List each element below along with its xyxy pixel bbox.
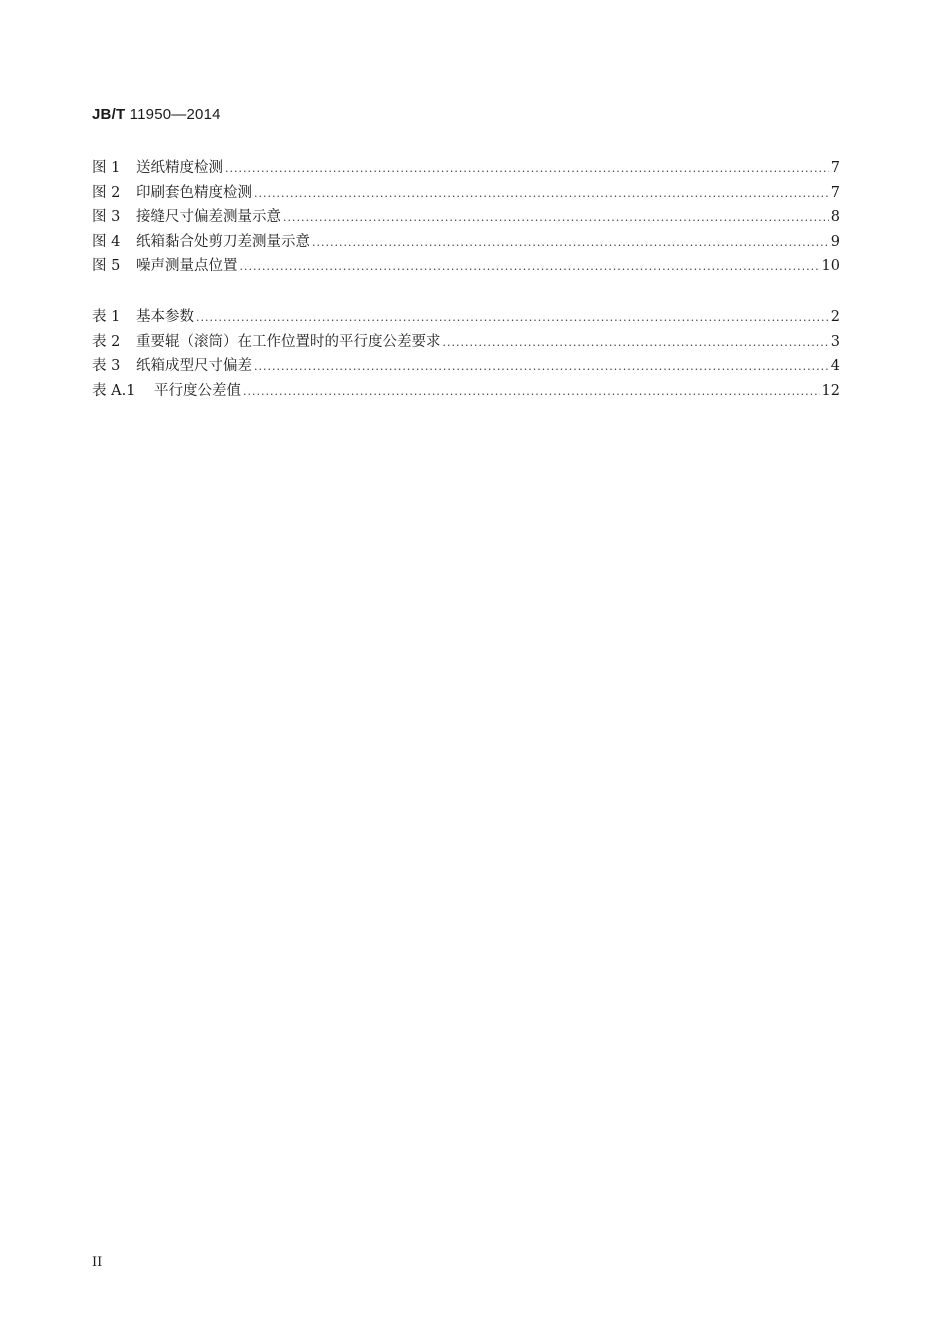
table-list <box>92 305 840 403</box>
toc-entry-page: 2 <box>830 309 840 325</box>
toc-entry-title: 基本参数 <box>136 309 194 325</box>
toc-entry-page: 10 <box>821 258 840 275</box>
toc-dot-leader <box>254 182 829 207</box>
toc-dot-leader <box>196 306 829 331</box>
toc-entry-figure-3[interactable] <box>92 205 840 230</box>
toc-entry-title: 纸箱黏合处剪刀差测量示意 <box>136 233 310 250</box>
toc-entry-table-a1[interactable] <box>92 379 840 404</box>
toc-entry-label: 图 2 <box>92 184 121 201</box>
toc-entry-label: 图 3 <box>92 209 121 226</box>
toc-entry-table-1[interactable] <box>92 305 840 330</box>
toc-dot-leader <box>243 380 820 405</box>
toc-entry-figure-1[interactable] <box>92 156 840 181</box>
toc-entry-page: 9 <box>830 233 840 250</box>
figure-list <box>92 156 840 279</box>
document-code-prefix: JB/T <box>92 106 126 123</box>
toc-entry-title: 接缝尺寸偏差测量示意 <box>136 209 281 226</box>
toc-dot-leader <box>312 231 829 256</box>
page-number: II <box>92 1255 103 1270</box>
toc-dot-leader <box>225 157 829 182</box>
toc-entry-figure-5[interactable] <box>92 254 840 279</box>
toc-entry-table-2[interactable] <box>92 330 840 355</box>
toc-entry-figure-4[interactable] <box>92 230 840 255</box>
toc-entry-label: 表 A.1 <box>92 382 136 399</box>
toc-dot-leader <box>240 255 820 280</box>
toc-entry-label: 图 5 <box>92 258 121 275</box>
toc-entry-page: 3 <box>830 333 840 350</box>
toc-entry-title: 平行度公差值 <box>154 382 241 399</box>
toc-entry-page: 8 <box>830 209 840 226</box>
toc-entry-figure-2[interactable] <box>92 181 840 206</box>
toc-entry-page: 7 <box>830 184 840 201</box>
toc-entry-title: 印刷套色精度检测 <box>136 184 252 201</box>
document-code-number: 11950—2014 <box>125 106 221 123</box>
toc-entry-title: 噪声测量点位置 <box>136 258 238 275</box>
toc-entry-page: 4 <box>830 358 840 375</box>
toc-entry-page: 7 <box>830 160 840 176</box>
toc-entry-label: 图 1 <box>92 160 121 176</box>
toc-dot-leader <box>443 331 829 356</box>
toc-entry-table-3[interactable] <box>92 354 840 379</box>
toc-entry-label: 图 4 <box>92 233 121 250</box>
toc-entry-title: 重要辊（滚筒）在工作位置时的平行度公差要求 <box>136 333 441 350</box>
toc-entry-title: 送纸精度检测 <box>136 160 223 176</box>
toc-dot-leader <box>254 355 829 380</box>
toc-entry-page: 12 <box>821 382 840 399</box>
document-code <box>92 106 221 123</box>
toc-entry-label: 表 1 <box>92 309 121 325</box>
toc-entry-label: 表 3 <box>92 358 121 375</box>
toc-entry-title: 纸箱成型尺寸偏差 <box>136 358 252 375</box>
toc-dot-leader <box>283 206 829 231</box>
toc-entry-label: 表 2 <box>92 333 121 350</box>
